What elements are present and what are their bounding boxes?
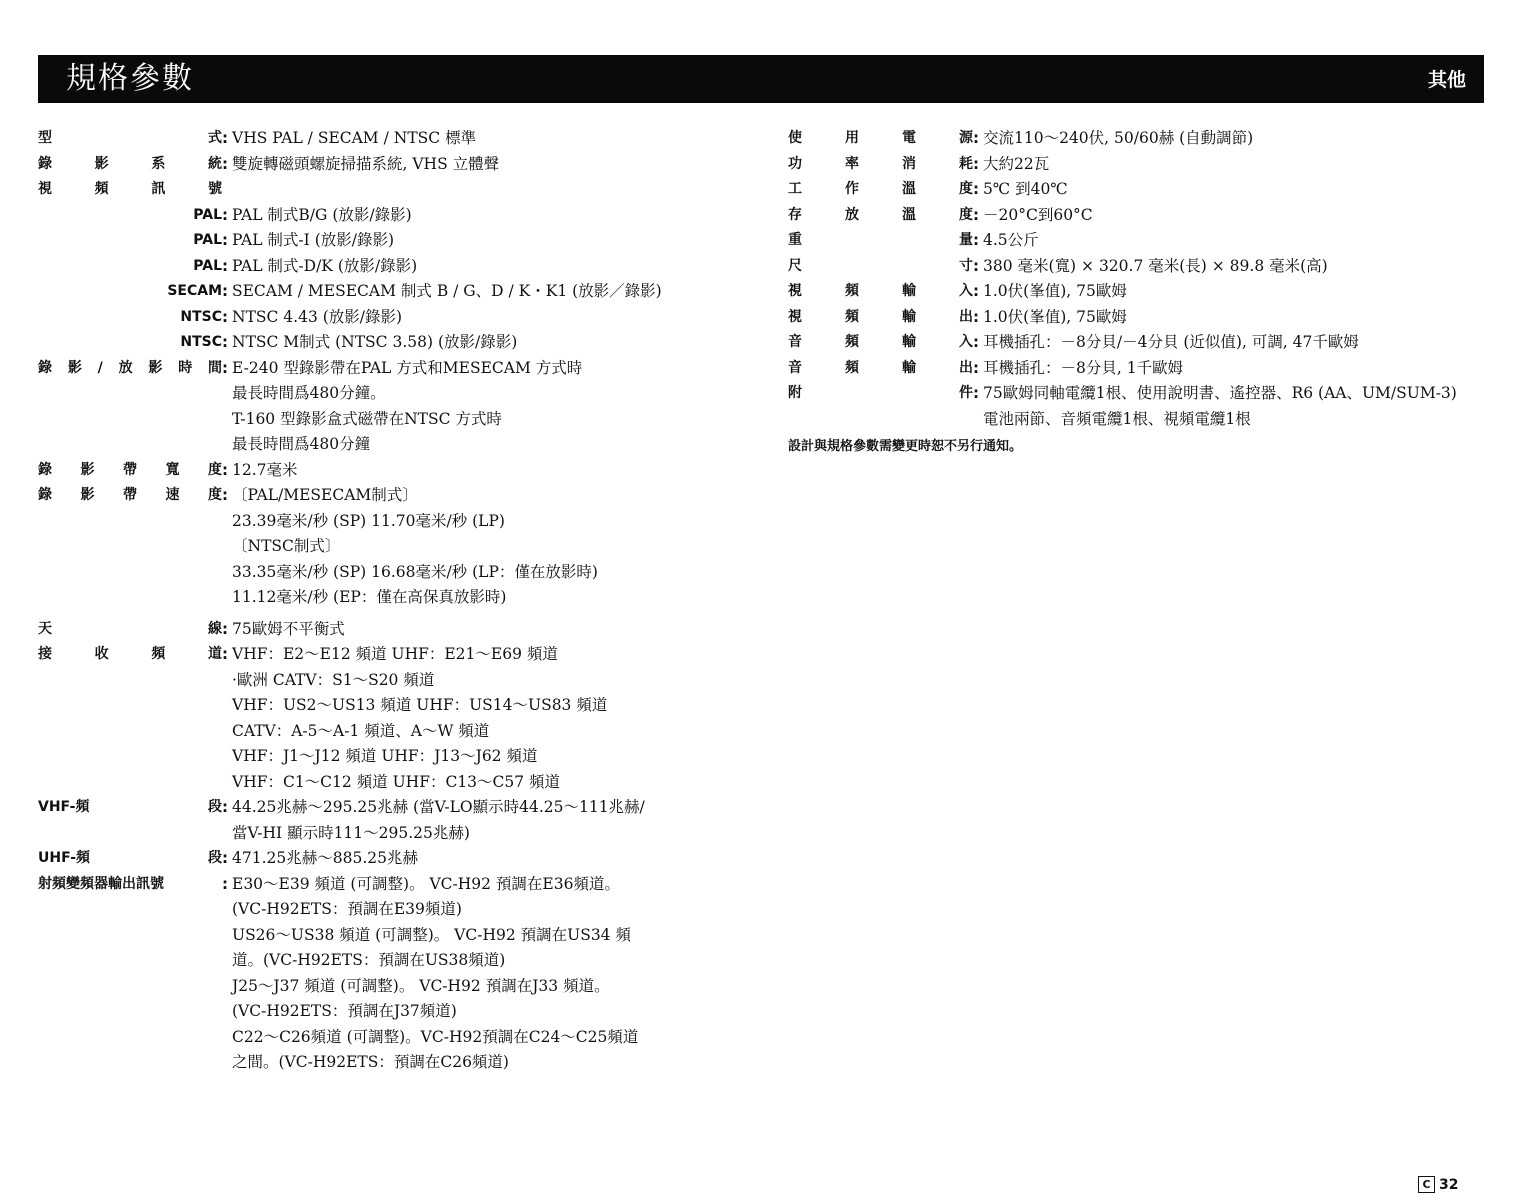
spec-row	[788, 254, 1508, 280]
spec-value-line: 耳機插孔：－8分貝, 1千歐姆	[983, 358, 1184, 377]
spec-value-line: 雙旋轉磁頭螺旋掃描系統, VHS 立體聲	[232, 154, 500, 173]
spec-value	[981, 152, 1049, 178]
spec-label-char: 附	[788, 385, 802, 401]
spec-value	[230, 279, 662, 305]
spec-colon: :	[222, 874, 228, 893]
spec-row	[38, 203, 728, 229]
spec-colon: :	[222, 256, 228, 275]
spec-label-char: 速	[165, 487, 180, 503]
spec-label-char: /	[97, 359, 103, 376]
spec-row	[38, 483, 728, 611]
spec-colon: :	[222, 619, 228, 638]
spec-value-line: VHF：C1～C12 頻道 UHF：C13～C57 頻道	[232, 772, 561, 791]
spec-label-char: 出	[959, 308, 973, 325]
spec-colon: :	[973, 180, 979, 198]
spec-value-line: E30～E39 頻道 (可調整)。 VC-H92 預調在E36頻道。	[232, 874, 620, 893]
spec-label	[788, 254, 973, 280]
spec-row	[788, 279, 1508, 305]
spec-colon: :	[222, 645, 228, 663]
spec-label-char: 頻	[845, 359, 859, 376]
spec-label-char: 頻	[94, 181, 109, 197]
spec-value	[981, 228, 1039, 254]
spec-label-char: 源	[959, 130, 973, 146]
spec-label-char: 影	[80, 461, 95, 478]
spec-label-char: 訊	[151, 181, 166, 197]
spec-value	[230, 356, 582, 458]
spec-value-line: SECAM / MESECAM 制式 B / G、D / K・K1 (放影／錄影)	[232, 282, 662, 300]
spec-value-line: VHS PAL / SECAM / NTSC 標準	[232, 129, 477, 147]
spec-colon: :	[973, 129, 979, 147]
spec-label-char: 入	[959, 283, 973, 299]
spec-colon: :	[222, 307, 228, 326]
spec-value	[981, 356, 1183, 382]
spec-label-char: 視	[38, 181, 52, 197]
spec-colon: :	[973, 256, 979, 275]
spec-colon: :	[222, 154, 228, 173]
page-title: 規格參數	[66, 61, 194, 96]
spec-value-line: VHF：E2～E12 頻道 UHF：E21～E69 頻道	[232, 645, 558, 663]
spec-colon: :	[222, 333, 228, 351]
spec-label	[38, 356, 222, 382]
spec-value	[230, 617, 345, 643]
spec-label-char: 度	[959, 206, 973, 223]
spec-label-char: 帶	[123, 461, 137, 478]
spec-value-line: 〔NTSC制式〕	[232, 537, 341, 555]
spec-label	[38, 483, 222, 509]
spec-colon: :	[973, 358, 979, 377]
spec-label	[38, 305, 222, 331]
spec-label-char: 用	[845, 130, 859, 146]
spec-value-line: －20°C到60°C	[983, 205, 1093, 224]
spec-label-char: 尺	[788, 257, 802, 274]
spec-row	[788, 228, 1508, 254]
spec-colon: :	[222, 231, 228, 249]
spec-value-line: PAL 制式-I (放影/錄影)	[232, 231, 395, 249]
spec-value-line: C22～C26頻道 (可調整)。VC-H92預調在C24～C25頻道	[232, 1027, 639, 1046]
spec-value-line: 〔PAL/MESECAM制式〕	[232, 486, 418, 504]
spec-label-text: PAL	[193, 206, 222, 223]
spec-value-line: 最長時間爲480分鐘。	[232, 384, 386, 402]
spec-row	[38, 254, 728, 280]
spec-label-char: 式	[208, 130, 222, 146]
spec-label-char: 段	[208, 799, 222, 815]
spec-value	[981, 126, 1253, 152]
spec-label	[38, 330, 222, 356]
spec-label-char: 放	[118, 359, 133, 376]
spec-label-char: 錄	[38, 487, 52, 503]
spec-label	[38, 795, 222, 821]
spec-row	[38, 356, 728, 458]
spec-label-char: 時	[178, 359, 193, 376]
spec-row	[38, 152, 728, 178]
spec-value-line: 4.5公斤	[983, 231, 1039, 249]
spec-value-line: VHF：US2～US13 頻道 UHF：US14～US83 頻道	[232, 696, 608, 714]
spec-value-line: PAL 制式-D/K (放影/錄影)	[232, 256, 418, 275]
spec-colon: :	[222, 460, 228, 479]
spec-value	[981, 203, 1093, 229]
spec-label-char: 量	[959, 232, 973, 248]
spec-label	[38, 152, 222, 178]
spec-value-line: 33.35毫米/秒 (SP) 16.68毫米/秒 (LP：僅在放影時)	[232, 562, 598, 581]
spec-value-line: 當V-HI 顯示時111～295.25兆赫)	[232, 823, 470, 842]
spec-value-line: J25～J37 頻道 (可調整)。 VC-H92 預調在J33 頻道。	[232, 976, 610, 995]
spec-value	[981, 305, 1127, 331]
spec-label-char: 電	[902, 130, 916, 146]
spec-value	[230, 152, 499, 178]
spec-value-line: 之間。(VC-H92ETS：預調在C26頻道)	[232, 1053, 509, 1071]
spec-label-char: 影	[67, 359, 82, 376]
spec-value-line: CATV：A-5～A-1 頻道、A～W 頻道	[232, 721, 490, 740]
spec-value	[981, 330, 1359, 356]
spec-label-char: 影	[80, 487, 95, 503]
spec-row	[38, 279, 728, 305]
spec-label-char: 線	[208, 620, 222, 637]
spec-label-char: 頻	[845, 308, 859, 325]
spec-label-char: 存	[788, 206, 802, 223]
spec-label	[38, 642, 222, 668]
spec-colon: :	[973, 205, 979, 224]
spec-value-line: T-160 型錄影盒式磁帶在NTSC 方式時	[232, 409, 502, 428]
section-label: 其他	[1427, 69, 1466, 91]
spec-value-line: ·歐洲 CATV：S1～S20 頻道	[232, 670, 435, 689]
spec-label-char: 入	[959, 334, 973, 350]
spec-label-char: 工	[788, 181, 802, 197]
spec-label-char: 視	[788, 283, 802, 299]
spec-label-char: 度	[208, 461, 222, 478]
spec-value	[981, 381, 1457, 432]
spec-colon: :	[973, 154, 979, 173]
spec-label	[788, 126, 973, 152]
spec-row	[788, 381, 1508, 432]
spec-row	[788, 305, 1508, 331]
spec-value	[981, 177, 1068, 203]
spec-value-line: NTSC M制式 (NTSC 3.58) (放影/錄影)	[232, 333, 518, 351]
spec-value	[230, 483, 598, 611]
spec-value-line: 471.25兆赫～885.25兆赫	[232, 849, 418, 867]
spec-label-char: 間	[208, 359, 222, 376]
spec-row	[788, 330, 1508, 356]
spec-label	[38, 617, 222, 643]
spec-row	[788, 356, 1508, 382]
spec-label-char: 錄	[38, 461, 52, 478]
spec-value-line: 12.7毫米	[232, 460, 298, 479]
spec-label-text: PAL	[193, 257, 222, 274]
spec-value	[230, 846, 418, 872]
spec-label-char: 音	[788, 359, 802, 376]
spec-label-char: 消	[902, 155, 916, 172]
language-mark: C	[1418, 1176, 1435, 1193]
spec-label-char: 耗	[959, 155, 973, 172]
spec-label-char: 頻	[845, 283, 859, 299]
spec-label-text: NTSC	[180, 308, 222, 325]
spec-row	[788, 203, 1508, 229]
spec-row	[38, 305, 728, 331]
spec-value-line: 11.12毫米/秒 (EP：僅在高保真放影時)	[232, 588, 507, 606]
spec-value-line: 耳機插孔：－8分貝/－4分貝 (近似值), 可調, 47千歐姆	[983, 333, 1359, 351]
spec-row	[788, 126, 1508, 152]
spec-colon: :	[973, 282, 979, 300]
spec-label	[38, 254, 222, 280]
spec-label	[788, 356, 973, 382]
spec-label-char: 帶	[123, 487, 137, 503]
spec-row	[38, 872, 728, 1076]
spec-value-line: 23.39毫米/秒 (SP) 11.70毫米/秒 (LP)	[232, 511, 505, 530]
spec-label-char: 寸	[959, 257, 973, 274]
spec-label	[38, 228, 222, 254]
spec-colon: :	[222, 358, 228, 377]
spec-value-line: PAL 制式B/G (放影/錄影)	[232, 205, 412, 224]
spec-label-char: 出	[959, 359, 973, 376]
spec-label-char: 溫	[902, 181, 916, 197]
spec-label	[38, 846, 222, 872]
spec-value-line: 1.0伏(峯值), 75歐姆	[983, 282, 1127, 300]
spec-value-line: 大約22瓦	[983, 154, 1050, 173]
spec-label-char: 系	[151, 155, 166, 172]
spec-value-line: 5℃ 到40℃	[983, 180, 1068, 198]
spec-label-char: 道	[207, 646, 222, 662]
spec-label	[38, 203, 222, 229]
spec-row	[38, 846, 728, 872]
spec-colon: :	[973, 384, 979, 402]
spec-label-char: 寬	[165, 461, 180, 478]
spec-colon: :	[222, 205, 228, 224]
spec-colon: :	[222, 486, 228, 504]
spec-label	[38, 126, 222, 152]
spec-value-line: 最長時間爲480分鐘	[232, 435, 371, 453]
spec-label	[38, 279, 222, 305]
spec-label-char: 錄	[38, 155, 52, 172]
spec-label	[788, 152, 973, 178]
spec-value-line: US26～US38 頻道 (可調整)。 VC-H92 預調在US34 頻	[232, 925, 631, 944]
spec-label-char: 輸	[902, 334, 916, 350]
spec-row	[38, 795, 728, 846]
spec-label-char: 度	[959, 181, 973, 197]
spec-value	[230, 872, 638, 1076]
spec-value	[230, 642, 607, 795]
spec-row	[38, 617, 728, 643]
spec-label-char: 溫	[902, 206, 916, 223]
spec-label	[788, 381, 973, 407]
spec-label-char: 功	[788, 155, 802, 172]
spec-label-char: 度	[208, 487, 222, 503]
spec-label-char: 頻	[845, 334, 859, 350]
spec-value	[230, 203, 412, 229]
spec-label-char: 段	[208, 850, 222, 866]
right-spec-column	[788, 126, 1508, 460]
spec-label	[788, 330, 973, 356]
spec-colon: :	[222, 798, 228, 816]
spec-value-line: (VC-H92ETS：預調在E39頻道)	[232, 900, 462, 918]
spec-value	[230, 305, 402, 331]
page-number-value: 32	[1439, 1176, 1459, 1193]
page-number	[1418, 1176, 1458, 1193]
spec-label-char: 使	[788, 130, 802, 146]
spec-label	[788, 203, 973, 229]
spec-value-line: 75歐姆不平衡式	[232, 619, 345, 638]
spec-label-char: 視	[788, 308, 802, 325]
spec-label-text: PAL	[193, 232, 222, 248]
spec-value	[981, 254, 1328, 280]
spec-label	[788, 177, 973, 203]
spec-label-char: 輸	[902, 359, 916, 376]
spec-value	[981, 279, 1127, 305]
spec-value-line: VHF：J1～J12 頻道 UHF：J13～J62 頻道	[232, 747, 538, 765]
spec-label-char: 件	[959, 385, 973, 401]
spec-colon: :	[973, 231, 979, 249]
spec-value	[230, 228, 394, 254]
spec-label-char: 重	[788, 232, 802, 248]
spec-label-char: 天	[38, 620, 52, 637]
spec-label-char: 頻	[151, 646, 166, 662]
spec-value-line: 75歐姆同軸電纜1根、使用說明書、遙控器、R6 (AA、UM/SUM-3)	[983, 384, 1457, 402]
spec-label-char: 放	[845, 206, 859, 223]
spec-label	[788, 228, 973, 254]
spec-row	[38, 330, 728, 356]
spec-value-line: (VC-H92ETS：預調在J37頻道)	[232, 1002, 457, 1020]
spec-colon: :	[973, 333, 979, 351]
spec-label-char: 射頻變頻器輸出訊號	[38, 875, 164, 892]
spec-label-char: 輸	[902, 308, 916, 325]
spec-value-line: NTSC 4.43 (放影/錄影)	[232, 307, 403, 326]
spec-value-line: 道。(VC-H92ETS：預調在US38頻道)	[232, 951, 506, 969]
spec-row	[38, 126, 728, 152]
spec-colon: :	[222, 849, 228, 867]
spec-row	[788, 177, 1508, 203]
spec-label-text: SECAM	[167, 283, 222, 299]
spec-label-char: 型	[38, 130, 52, 146]
spec-row	[38, 177, 728, 203]
spec-label	[38, 458, 222, 484]
left-spec-column	[38, 126, 728, 1076]
spec-label-char: 號	[207, 181, 222, 197]
spec-label-char: 影	[94, 155, 109, 172]
spec-label-char: 音	[788, 334, 802, 350]
spec-value-line: 380 毫米(寬) × 320.7 毫米(長) × 89.8 毫米(高)	[983, 256, 1328, 275]
spec-value	[230, 330, 517, 356]
spec-label-text: NTSC	[180, 334, 222, 350]
spec-value	[230, 795, 645, 846]
spec-row	[38, 228, 728, 254]
section-header-bar	[38, 55, 1484, 103]
spec-label	[38, 872, 222, 898]
spec-label-char: UHF-頻	[38, 850, 91, 866]
spec-label	[788, 279, 973, 305]
spec-label-char: 率	[845, 155, 859, 172]
right-spec-rows	[788, 126, 1508, 432]
spec-value-line: E-240 型錄影帶在PAL 方式和MESECAM 方式時	[232, 358, 583, 377]
spec-colon: :	[973, 307, 979, 326]
spec-value	[230, 254, 417, 280]
spec-label	[38, 177, 222, 203]
spec-label-char: 接	[38, 646, 52, 662]
spec-label-char: 輸	[902, 283, 916, 299]
spec-change-note: 設計與規格參數需變更時恕不另行通知。	[788, 439, 1023, 454]
spec-row	[788, 152, 1508, 178]
spec-value	[230, 458, 298, 484]
spec-label-char: 錄	[38, 359, 52, 376]
spec-label-char: 收	[94, 646, 109, 662]
spec-row	[38, 458, 728, 484]
spec-colon: :	[222, 129, 228, 147]
spec-label-char: VHF-頻	[38, 799, 90, 815]
spec-value-line: 44.25兆赫～295.25兆赫 (當V-LO顯示時44.25～111兆赫/	[232, 798, 645, 816]
spec-label	[788, 305, 973, 331]
spec-row	[38, 642, 728, 795]
spec-label-char: 統	[207, 155, 222, 172]
spec-colon: :	[222, 282, 228, 300]
spec-value-line: 電池兩節、音頻電纜1根、視頻電纜1根	[983, 409, 1251, 428]
spec-label-char: 影	[148, 359, 163, 376]
spec-label-char: 作	[845, 181, 859, 197]
spec-value-line: 交流110～240伏, 50/60赫 (自動調節)	[983, 129, 1254, 147]
spec-value-line: 1.0伏(峯值), 75歐姆	[983, 307, 1127, 326]
spec-value	[230, 126, 476, 152]
